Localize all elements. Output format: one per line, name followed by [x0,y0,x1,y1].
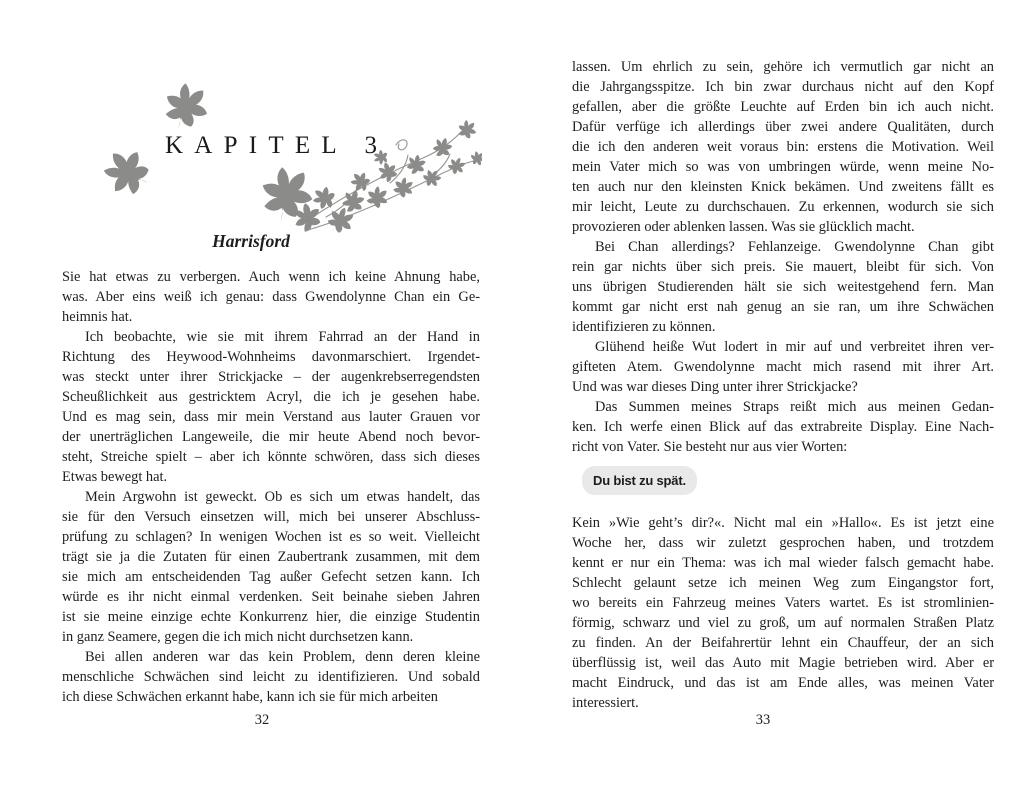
text-line: identifizieren zu können. [572,319,716,335]
text-line: macht Eindruck, und das ist am Ende alles, was meinen Vater [572,675,994,691]
text-line: Bei Chan allerdings? Fehlanzeige. Gwendolynne Chan gibt [595,239,994,255]
text-line: ich diese Schwächen erkannt habe, kann ich sie für mich arbeiten [62,689,439,705]
text-line: kennt er nur ein Thema: was ich mal wieder falsch gemacht habe. [572,555,994,571]
text-line: uns übrigen Studierenden hält sie sich weitestgehend fern. Man [572,279,994,295]
text-line: die ich den anderen weit voraus bin: erstens die Motivation. Weil [572,139,994,155]
text-line: Richtung des Heywood-Wohnheims davonmarschiert. Irgendet- [62,349,480,365]
right-page-number: 33 [755,712,771,728]
left-page-number: 32 [254,712,270,728]
text-line: ken. Ich werfe einen Blick auf das extrabreite Display. Eine Nach- [572,419,994,435]
text-line: wo bereits ein Fahrzeug meines Vaters wartet. Es ist stromlinien- [572,595,994,611]
text-message-bubble-text: Du bist zu spät. [582,466,697,495]
text-line: Und es mag sein, dass mir mein Verstand aus lauter Grauen vor [62,409,480,425]
text-line: heimnis hat. [62,309,133,325]
paragraph [62,647,480,707]
text-line: steht, Streiche spielt – aber ich könnte schwören, dass sich dieses [62,449,480,465]
text-line: Mein Argwohn ist geweckt. Ob es sich um etwas handelt, das [85,489,480,505]
text-line: Etwas bewegt hat. [62,469,168,485]
text-line: mir leicht, Leute zu durchschauen. Zu erkennen, wodurch sie sich [572,199,994,215]
chapter-subtitle: Harrisford [212,231,290,251]
text-line: überflüssig ist, weil das Auto mit Magie betrieben wird. Aber er [572,655,994,671]
paragraph [572,57,994,237]
text-line: Schlecht gelaunt setze ich meinen Weg zum Eingangstor fort, [572,575,994,591]
text-line: Bei allen anderen war das kein Problem, denn deren kleine [85,649,480,665]
text-line: was steckt unter ihrer Strickjacke – der augenkrebserregendsten [62,369,480,385]
text-line: Ich beobachte, wie sie mit ihrem Fahrrad an der Hand in [85,329,480,345]
text-line: sie für den Versuch einsetzen will, mich bei unserer Abschluss- [62,509,480,525]
text-line: ten auch nur den kleinsten Knick bekämen. Und zweitens fällt es [572,179,994,195]
text-line: würde es ihr nicht einmal verdenken. Seit beinahe sieben Jahren [62,589,480,605]
chapter-kicker: KAPITEL 3 [165,132,389,159]
paragraph [62,327,480,487]
text-line: sie mich am entscheidenden Tag außer Gefecht setzen kann. Ich [62,569,480,585]
text-line: gefallen, aber die größte Leuchte auf Erden bin ich auch nicht. [572,99,994,115]
text-line: menschliche Schwächen sind leicht zu identifizieren. Und sobald [62,669,480,685]
text-line: Das Summen meines Straps reißt mich aus meinen Gedan- [595,399,994,415]
text-line: Glühend heiße Wut lodert in mir auf und verbreitet ihren ver- [595,339,994,355]
text-line: der unerträglichen Langeweile, die mir heute Abend noch bevor- [62,429,480,445]
text-line: rein gar nichts über sich preis. Sie mauert, bleibt für sich. Von [572,259,994,275]
text-line: in ganz Seamere, gegen die ich mich nicht durchsetzen kann. [62,629,414,645]
paragraph [572,337,994,397]
text-line: kommt gar nicht erst nah genug an sie ran, um ihre Schwächen [572,299,994,315]
left-page-body [62,267,480,713]
text-line: Kein »Wie geht’s dir?«. Nicht mal ein »Hallo«. Es ist jetzt eine [572,515,994,531]
text-line: mein Vater mich so was von umbringen würde, wenn meine No- [572,159,994,175]
text-line: förmig, schwarz und viel zu groß, um auf normalen Straßen Platz [572,615,994,631]
text-line: zu finden. An der Beifahrertür lehnt ein Chauffeur, der an sich [572,635,994,651]
text-message-bubble [582,466,994,495]
text-line: Woche her, dass wir zuletzt gesprochen haben, und trotzdem [572,535,994,551]
text-line: Scheußlichkeit aus gestricktem Acryl, die ich je gesehen habe. [62,389,480,405]
text-line: lassen. Um ehrlich zu sein, gehöre ich vermutlich gar nicht an [572,59,994,75]
text-line: trägt sie ja die Zutaten für einen Zaubertrank zusammen, mit dem [62,549,480,565]
text-line: richt von Vater. Sie besteht nur aus vier Worten: [572,439,848,455]
text-line: interessiert. [572,695,639,711]
text-line: Sie hat etwas zu verbergen. Auch wenn ich keine Ahnung habe, [62,269,480,285]
text-line: die Jahrgangsspitze. Ich bin zwar durchaus nicht auf den Kopf [572,79,994,95]
right-page-body [572,57,994,717]
text-line: gifteten Atem. Gwendolynne macht mich rasend mit ihrer Art. [572,359,994,375]
paragraph [62,487,480,647]
text-line: was. Aber eins weiß ich genau: dass Gwendolynne Chan ein Ge- [62,289,480,305]
text-line: Und was war dieses Ding unter ihrer Strickjacke? [572,379,858,395]
paragraph [62,267,480,327]
text-line: prüfung zu schlagen? In wenigen Wochen ist es so weit. Vielleicht [62,529,480,545]
text-line: ist sie meine einzige echte Konkurrenz hier, die einzige Studentin [62,609,480,625]
text-line: Dafür verfüge ich allerdings über zwei andere Qualitäten, durch [572,119,994,135]
paragraph [572,237,994,337]
text-line: provozieren oder ablenken lassen. Was sie glücklich macht. [572,219,915,235]
paragraph [572,397,994,457]
paragraph [572,513,994,713]
